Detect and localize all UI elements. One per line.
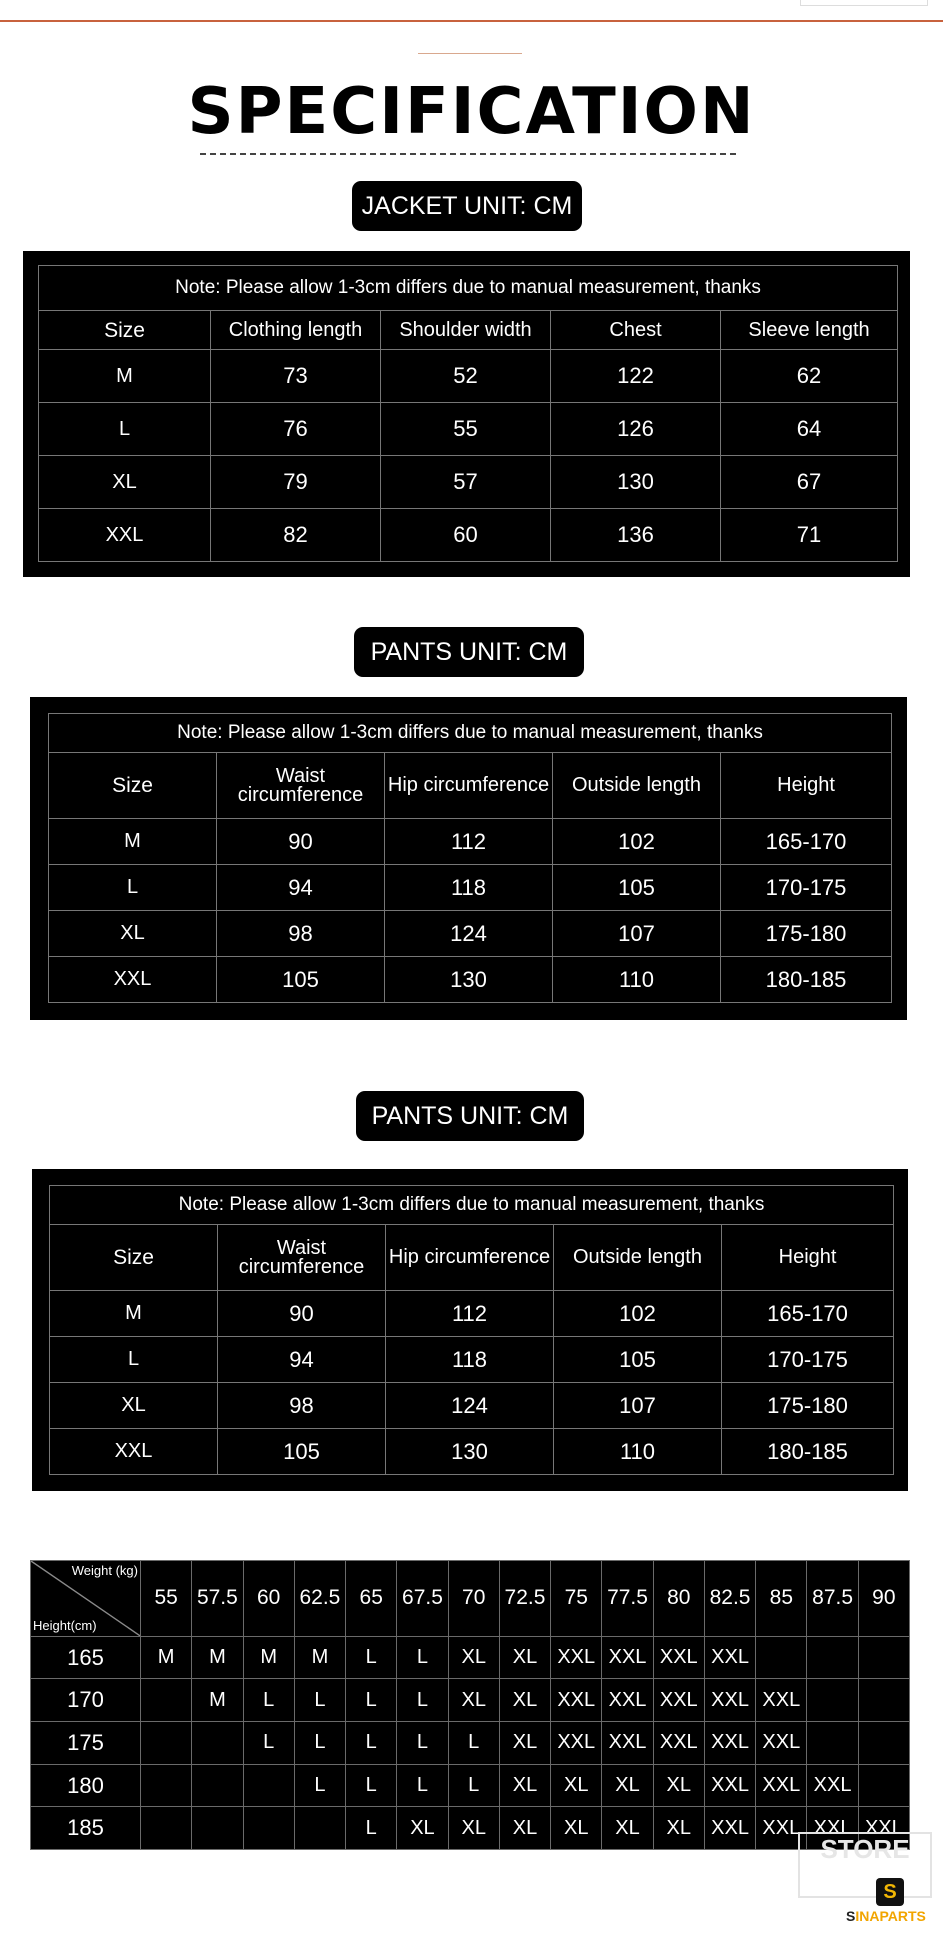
table-row	[50, 1337, 894, 1383]
pants-header-height: Height	[721, 753, 892, 819]
height-row-label: 165	[31, 1636, 141, 1679]
pants-header-size: Size	[50, 1225, 218, 1291]
value-cell: 126	[551, 403, 721, 456]
size-cell: L	[50, 1337, 218, 1383]
size-cell: M	[192, 1636, 243, 1679]
table-row	[31, 1722, 910, 1765]
size-cell: XXL	[807, 1807, 858, 1850]
pants-unit-label-2: PANTS UNIT: CM	[356, 1091, 584, 1141]
size-cell: XL	[551, 1764, 602, 1807]
value-cell: 110	[554, 1429, 722, 1475]
size-cell: XL	[499, 1636, 550, 1679]
value-cell: 94	[218, 1337, 386, 1383]
size-cell: XL	[551, 1807, 602, 1850]
size-cell: XL	[397, 1807, 448, 1850]
value-cell: 175-180	[722, 1383, 894, 1429]
size-cell: XL	[499, 1679, 550, 1722]
jacket-unit-label: JACKET UNIT: CM	[352, 181, 582, 231]
value-cell: 102	[554, 1291, 722, 1337]
size-cell: XXL	[653, 1722, 704, 1765]
size-cell: L	[448, 1722, 499, 1765]
value-cell: 118	[386, 1337, 554, 1383]
size-cell: XXL	[551, 1722, 602, 1765]
value-cell: 79	[211, 456, 381, 509]
weight-axis-label: Weight (kg)	[71, 1563, 138, 1578]
table-row	[39, 456, 898, 509]
value-cell: 60	[381, 509, 551, 562]
pants-size-table-2	[49, 1185, 894, 1475]
page-title: SPECIFICATION	[187, 75, 756, 149]
size-cell: L	[294, 1722, 345, 1765]
value-cell: 98	[218, 1383, 386, 1429]
size-cell: L	[243, 1679, 294, 1722]
table-row	[31, 1679, 910, 1722]
pants-header-hip: Hip circumference	[385, 753, 553, 819]
size-cell: XXL	[39, 509, 211, 562]
weight-header-cell: 82.5	[704, 1561, 755, 1637]
weight-height-size-grid	[30, 1560, 910, 1850]
jacket-header-size: Size	[39, 311, 211, 350]
brand-initial: S	[846, 1908, 856, 1924]
size-cell: XXL	[756, 1764, 807, 1807]
size-cell: XXL	[756, 1679, 807, 1722]
size-cell: XXL	[653, 1679, 704, 1722]
weight-header-cell: 77.5	[602, 1561, 653, 1637]
value-cell: 76	[211, 403, 381, 456]
value-cell: 112	[386, 1291, 554, 1337]
size-cell: XL	[602, 1764, 653, 1807]
value-cell: 118	[385, 865, 553, 911]
pants-unit-label: PANTS UNIT: CM	[354, 627, 584, 677]
weight-header-cell: 87.5	[807, 1561, 858, 1637]
size-cell: XXL	[756, 1722, 807, 1765]
size-cell: L	[346, 1722, 397, 1765]
size-cell: XXL	[49, 957, 217, 1003]
size-cell: XL	[653, 1764, 704, 1807]
weight-header-cell: 62.5	[294, 1561, 345, 1637]
size-cell: XL	[499, 1807, 550, 1850]
value-cell: 98	[217, 911, 385, 957]
value-cell: 124	[386, 1383, 554, 1429]
size-cell: XL	[448, 1807, 499, 1850]
value-cell: 107	[554, 1383, 722, 1429]
value-cell: 165-170	[722, 1291, 894, 1337]
value-cell: 102	[553, 819, 721, 865]
value-cell: 82	[211, 509, 381, 562]
height-row-label: 185	[31, 1807, 141, 1850]
value-cell: 90	[218, 1291, 386, 1337]
size-cell	[243, 1764, 294, 1807]
brand-name	[846, 1908, 926, 1924]
value-cell: 73	[211, 350, 381, 403]
value-cell: 170-175	[721, 865, 892, 911]
size-cell: M	[243, 1636, 294, 1679]
height-axis-label: Height(cm)	[33, 1617, 97, 1633]
size-cell: L	[346, 1807, 397, 1850]
pants-header-waist: Waist circumference	[218, 1225, 386, 1291]
size-cell: XXL	[602, 1636, 653, 1679]
size-cell: L	[448, 1764, 499, 1807]
pants-header-hip: Hip circumference	[386, 1225, 554, 1291]
size-cell	[192, 1722, 243, 1765]
value-cell: 52	[381, 350, 551, 403]
table-row	[39, 509, 898, 562]
brand-rest: INAPARTS	[855, 1908, 926, 1924]
size-cell: L	[346, 1679, 397, 1722]
jacket-note: Note: Please allow 1-3cm differs due to manual measurement, thanks	[39, 266, 898, 311]
size-cell	[807, 1679, 858, 1722]
size-cell: XXL	[551, 1679, 602, 1722]
value-cell: 107	[553, 911, 721, 957]
value-cell: 112	[385, 819, 553, 865]
size-cell: L	[397, 1636, 448, 1679]
size-cell: XXL	[704, 1764, 755, 1807]
size-cell: XL	[49, 911, 217, 957]
size-cell: XL	[602, 1807, 653, 1850]
jacket-size-table	[38, 265, 898, 562]
size-cell: XXL	[602, 1722, 653, 1765]
value-cell: 124	[385, 911, 553, 957]
value-cell: 94	[217, 865, 385, 911]
size-cell	[807, 1636, 858, 1679]
pants-size-table	[48, 713, 892, 1003]
value-cell: 67	[721, 456, 898, 509]
value-cell: 105	[553, 865, 721, 911]
grid-corner-cell	[31, 1561, 141, 1637]
size-cell	[243, 1807, 294, 1850]
size-cell: L	[294, 1764, 345, 1807]
size-cell: XXL	[704, 1679, 755, 1722]
height-row-label: 175	[31, 1722, 141, 1765]
size-cell	[807, 1722, 858, 1765]
table-row	[31, 1764, 910, 1807]
pants-header-size: Size	[49, 753, 217, 819]
size-cell: M	[39, 350, 211, 403]
value-cell: 170-175	[722, 1337, 894, 1383]
pants-header-waist: Waist circumference	[217, 753, 385, 819]
size-cell	[858, 1764, 909, 1807]
size-cell: M	[294, 1636, 345, 1679]
pants-note-2: Note: Please allow 1-3cm differs due to manual measurement, thanks	[50, 1186, 894, 1225]
weight-header-cell: 67.5	[397, 1561, 448, 1637]
size-cell: M	[141, 1636, 192, 1679]
weight-header-cell: 85	[756, 1561, 807, 1637]
size-cell: XXL	[704, 1807, 755, 1850]
pants-note: Note: Please allow 1-3cm differs due to manual measurement, thanks	[49, 714, 892, 753]
top-accent-line	[0, 20, 943, 22]
size-cell: XXL	[858, 1807, 909, 1850]
size-cell: XL	[448, 1679, 499, 1722]
weight-header-cell: 57.5	[192, 1561, 243, 1637]
jacket-header-chest: Chest	[551, 311, 721, 350]
size-cell: L	[294, 1679, 345, 1722]
size-cell	[141, 1807, 192, 1850]
value-cell: 62	[721, 350, 898, 403]
weight-header-cell: 80	[653, 1561, 704, 1637]
size-cell: XXL	[756, 1807, 807, 1850]
value-cell: 130	[386, 1429, 554, 1475]
size-cell	[192, 1807, 243, 1850]
value-cell: 122	[551, 350, 721, 403]
value-cell: 180-185	[721, 957, 892, 1003]
table-row	[50, 1291, 894, 1337]
weight-header-cell: 60	[243, 1561, 294, 1637]
size-cell	[294, 1807, 345, 1850]
table-row	[31, 1807, 910, 1850]
value-cell: 136	[551, 509, 721, 562]
value-cell: 55	[381, 403, 551, 456]
size-cell: L	[397, 1764, 448, 1807]
size-cell	[141, 1764, 192, 1807]
size-cell: XXL	[551, 1636, 602, 1679]
size-cell	[192, 1764, 243, 1807]
weight-header-cell: 72.5	[499, 1561, 550, 1637]
height-row-label: 180	[31, 1764, 141, 1807]
size-cell: L	[397, 1679, 448, 1722]
weight-header-cell: 75	[551, 1561, 602, 1637]
size-cell	[858, 1636, 909, 1679]
value-cell: 130	[385, 957, 553, 1003]
size-cell: XL	[499, 1764, 550, 1807]
value-cell: 64	[721, 403, 898, 456]
title-dashed-divider	[200, 153, 736, 155]
size-cell: XL	[50, 1383, 218, 1429]
size-cell: XXL	[50, 1429, 218, 1475]
size-cell: L	[243, 1722, 294, 1765]
height-row-label: 170	[31, 1679, 141, 1722]
table-row	[49, 957, 892, 1003]
size-cell: XXL	[704, 1722, 755, 1765]
title-ornament-line	[418, 53, 522, 54]
size-cell	[141, 1679, 192, 1722]
value-cell: 105	[554, 1337, 722, 1383]
value-cell: 165-170	[721, 819, 892, 865]
size-cell: XL	[499, 1722, 550, 1765]
size-cell: XXL	[704, 1636, 755, 1679]
size-cell: M	[49, 819, 217, 865]
value-cell: 105	[218, 1429, 386, 1475]
table-row	[49, 865, 892, 911]
size-cell: XL	[653, 1807, 704, 1850]
table-row	[39, 403, 898, 456]
table-row	[50, 1383, 894, 1429]
table-row	[49, 819, 892, 865]
table-row	[49, 911, 892, 957]
size-cell: XL	[39, 456, 211, 509]
size-cell: M	[50, 1291, 218, 1337]
value-cell: 180-185	[722, 1429, 894, 1475]
weight-header-cell: 70	[448, 1561, 499, 1637]
value-cell: 57	[381, 456, 551, 509]
value-cell: 90	[217, 819, 385, 865]
table-row	[39, 350, 898, 403]
jacket-header-sleeve-length: Sleeve length	[721, 311, 898, 350]
weight-header-cell: 65	[346, 1561, 397, 1637]
value-cell: 71	[721, 509, 898, 562]
size-cell	[756, 1636, 807, 1679]
size-cell: XXL	[653, 1636, 704, 1679]
size-cell: L	[39, 403, 211, 456]
weight-header-cell: 55	[141, 1561, 192, 1637]
size-cell	[141, 1722, 192, 1765]
brand-logo-icon: S	[876, 1878, 904, 1906]
size-cell: XXL	[807, 1764, 858, 1807]
size-cell: XXL	[602, 1679, 653, 1722]
size-cell: L	[49, 865, 217, 911]
value-cell: 175-180	[721, 911, 892, 957]
pants-header-outside-length: Outside length	[553, 753, 721, 819]
pants-header-outside-length: Outside length	[554, 1225, 722, 1291]
store-watermark: STORE	[798, 1832, 932, 1898]
size-cell: XL	[448, 1636, 499, 1679]
weight-header-cell: 90	[858, 1561, 909, 1637]
value-cell: 105	[217, 957, 385, 1003]
size-cell	[858, 1679, 909, 1722]
size-cell: L	[346, 1764, 397, 1807]
pants-header-height: Height	[722, 1225, 894, 1291]
jacket-header-shoulder-width: Shoulder width	[381, 311, 551, 350]
value-cell: 130	[551, 456, 721, 509]
size-cell	[858, 1722, 909, 1765]
table-row	[31, 1636, 910, 1679]
size-cell: M	[192, 1679, 243, 1722]
top-right-box	[800, 0, 928, 6]
value-cell: 110	[553, 957, 721, 1003]
table-row	[50, 1429, 894, 1475]
size-cell: L	[346, 1636, 397, 1679]
jacket-header-clothing-length: Clothing length	[211, 311, 381, 350]
size-cell: L	[397, 1722, 448, 1765]
